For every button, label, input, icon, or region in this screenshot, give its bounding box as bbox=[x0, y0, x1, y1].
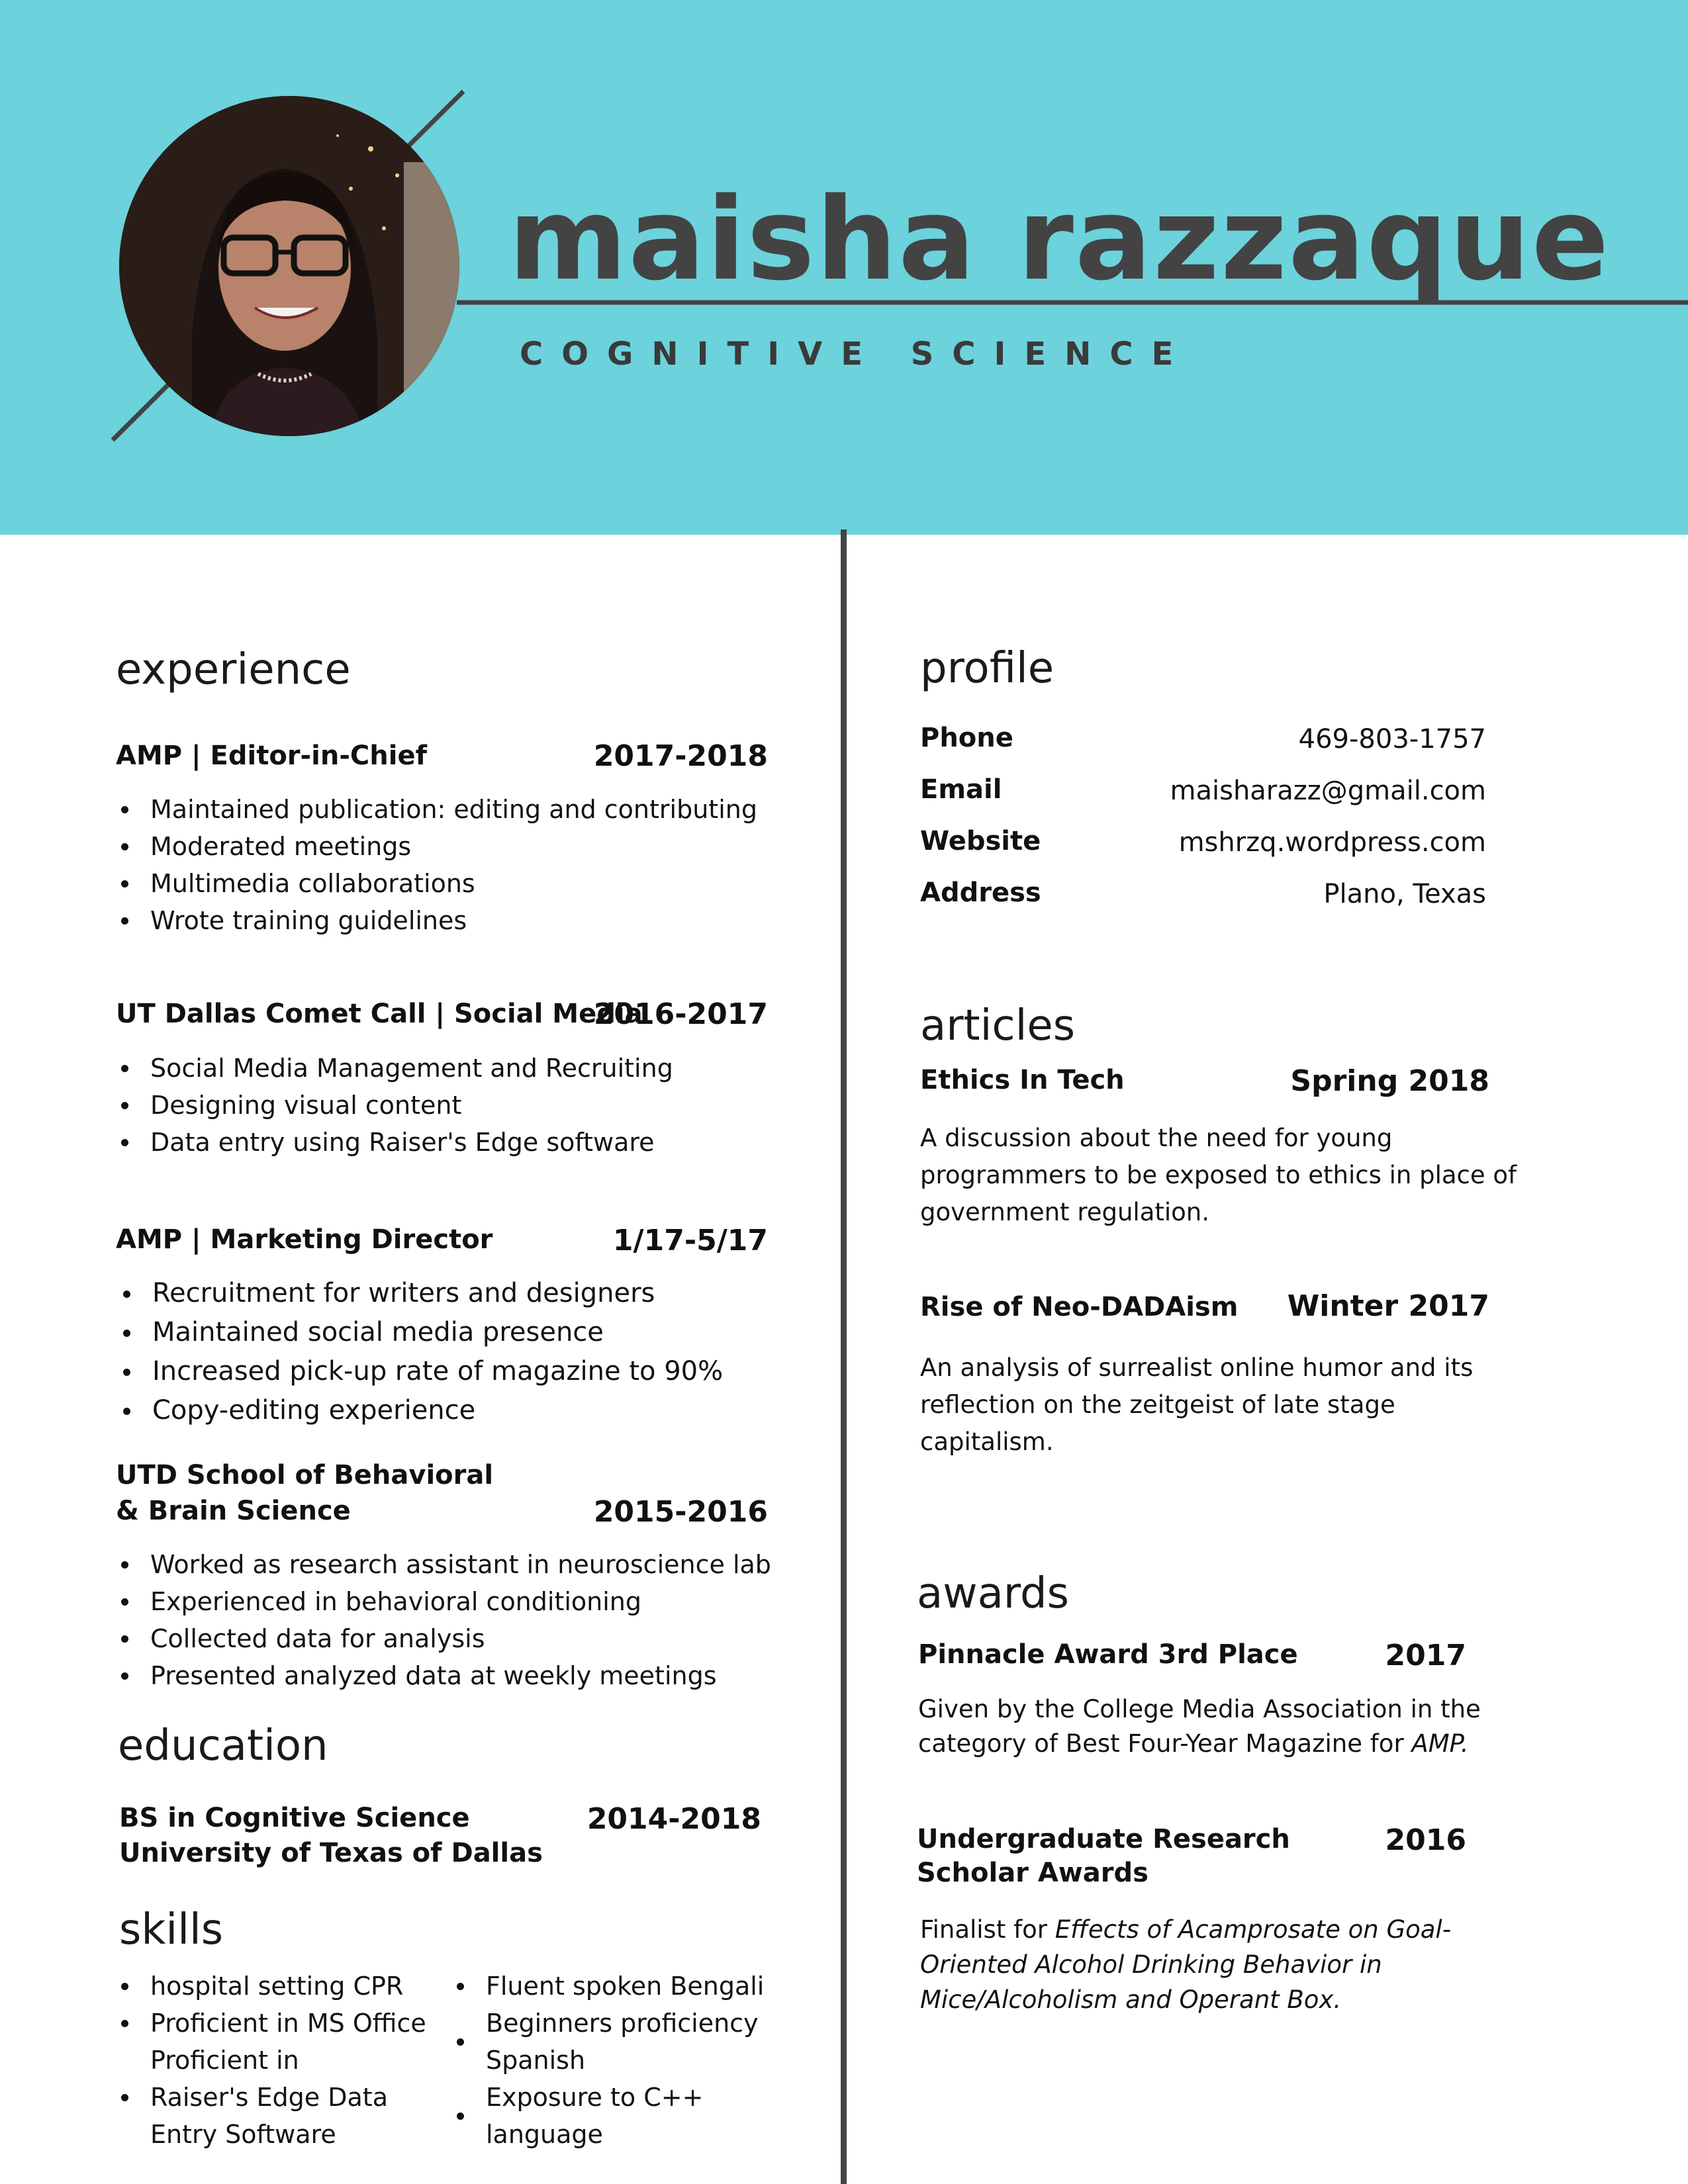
list-item: Presented analyzed data at weekly meetings bbox=[116, 1657, 771, 1694]
text-segment: Finalist for bbox=[920, 1915, 1055, 1944]
job-title: UT Dallas Comet Call | Social Media bbox=[116, 999, 643, 1029]
job-title-line-2: & Brain Science bbox=[116, 1496, 351, 1526]
list-item: Maintained publication: editing and contributing bbox=[116, 791, 757, 828]
list-item: Designing visual content bbox=[116, 1087, 673, 1124]
email-value: maisharazz@gmail.com bbox=[1170, 776, 1486, 806]
articles-heading: articles bbox=[920, 1001, 1076, 1050]
job-years: 2017-2018 bbox=[593, 739, 768, 773]
profile-heading: profile bbox=[920, 644, 1055, 693]
list-item: Multimedia collaborations bbox=[116, 865, 757, 902]
text-line: government regulation. bbox=[920, 1198, 1210, 1226]
text-segment: category of Best Four-Year Magazine for bbox=[918, 1729, 1412, 1758]
article-title: Rise of Neo-DADAism bbox=[920, 1292, 1239, 1322]
italic-text: Mice/Alcoholism and Operant Box. bbox=[920, 1985, 1342, 2014]
text-line: reflection on the zeitgeist of late stage bbox=[920, 1390, 1395, 1419]
job-title: AMP | Marketing Director bbox=[116, 1224, 493, 1255]
awards-heading: awards bbox=[917, 1569, 1069, 1618]
skills-list-left bbox=[116, 1968, 434, 2153]
email-label: Email bbox=[920, 774, 1002, 805]
phone-value: 469-803-1757 bbox=[1298, 724, 1486, 754]
award-title-line-1: Undergraduate Research bbox=[917, 1824, 1290, 1854]
job-bullet-list bbox=[116, 1546, 771, 1694]
award-title: Pinnacle Award 3rd Place bbox=[918, 1639, 1298, 1670]
list-item: Collected data for analysis bbox=[116, 1620, 771, 1657]
award-description bbox=[918, 1692, 1481, 1761]
degree-name: BS in Cognitive Science bbox=[119, 1803, 470, 1833]
text-line bbox=[918, 1727, 1481, 1761]
header-banner bbox=[0, 0, 1688, 535]
list-item: Worked as research assistant in neuroscience lab bbox=[116, 1546, 771, 1583]
list-item: Data entry using Raiser's Edge software bbox=[116, 1124, 673, 1161]
list-item: Beginners proficiency Spanish bbox=[451, 2005, 763, 2079]
list-item: Moderated meetings bbox=[116, 828, 757, 865]
job-years: 2015-2016 bbox=[593, 1495, 768, 1529]
list-item: hospital setting CPR bbox=[116, 1968, 434, 2005]
list-item: Experienced in behavioral conditioning bbox=[116, 1583, 771, 1620]
job-title: AMP | Editor-in-Chief bbox=[116, 741, 427, 771]
article-date: Spring 2018 bbox=[1290, 1064, 1489, 1098]
list-item: Copy-editing experience bbox=[118, 1391, 723, 1430]
experience-heading: experience bbox=[116, 645, 351, 694]
list-item: Proficient in Raiser's Edge Data Entry Software bbox=[116, 2042, 400, 2153]
profile-photo bbox=[119, 96, 459, 436]
job-years: 2016-2017 bbox=[593, 997, 768, 1031]
address-value: Plano, Texas bbox=[1323, 879, 1486, 909]
article-date: Winter 2017 bbox=[1287, 1289, 1489, 1323]
text-line: An analysis of surrealist online humor and its bbox=[920, 1353, 1474, 1382]
text-line: Given by the College Media Association in the bbox=[918, 1695, 1481, 1723]
school-name: University of Texas of Dallas bbox=[119, 1838, 543, 1868]
list-item: Fluent spoken Bengali bbox=[451, 1968, 769, 2005]
skills-heading: skills bbox=[119, 1905, 224, 1954]
list-item: Social Media Management and Recruiting bbox=[116, 1050, 673, 1087]
article-description bbox=[920, 1120, 1517, 1231]
award-year: 2016 bbox=[1385, 1823, 1466, 1857]
education-years: 2014-2018 bbox=[586, 1802, 761, 1836]
list-item: Recruitment for writers and designers bbox=[118, 1274, 723, 1313]
list-item: Maintained social media presence bbox=[118, 1313, 723, 1352]
field-of-study: COGNITIVE SCIENCE bbox=[520, 336, 1192, 373]
italic-text: AMP. bbox=[1411, 1729, 1469, 1758]
skills-list-right bbox=[451, 1968, 769, 2153]
list-item: Exposure to C++ language bbox=[451, 2079, 716, 2153]
text-line bbox=[920, 1982, 1451, 2017]
job-bullet-list bbox=[116, 791, 757, 939]
address-label: Address bbox=[920, 878, 1041, 908]
job-bullet-list bbox=[116, 1050, 673, 1161]
job-bullet-list bbox=[118, 1274, 723, 1430]
job-years: 1/17-5/17 bbox=[612, 1224, 768, 1257]
text-line: capitalism. bbox=[920, 1428, 1054, 1456]
text-line bbox=[920, 1912, 1451, 1947]
award-description bbox=[920, 1912, 1451, 2017]
text-line: A discussion about the need for young bbox=[920, 1124, 1393, 1152]
applicant-name: maisha razzaque bbox=[508, 173, 1611, 306]
award-title-line-2: Scholar Awards bbox=[917, 1858, 1149, 1888]
phone-label: Phone bbox=[920, 723, 1013, 753]
list-item: Wrote training guidelines bbox=[116, 902, 757, 939]
education-heading: education bbox=[118, 1721, 328, 1770]
job-title-line-1: UTD School of Behavioral bbox=[116, 1460, 494, 1490]
article-description bbox=[920, 1349, 1473, 1461]
award-year: 2017 bbox=[1385, 1639, 1466, 1672]
italic-text: Effects of Acamprosate on Goal- bbox=[1055, 1915, 1452, 1944]
column-divider bbox=[841, 529, 847, 2184]
website-label: Website bbox=[920, 826, 1041, 856]
list-item: Increased pick-up rate of magazine to 90% bbox=[118, 1352, 723, 1391]
article-title: Ethics In Tech bbox=[920, 1065, 1125, 1095]
website-value: mshrzq.wordpress.com bbox=[1178, 827, 1486, 858]
list-item: Proficient in MS Office bbox=[116, 2005, 434, 2042]
italic-text: Oriented Alcohol Drinking Behavior in bbox=[920, 1950, 1382, 1979]
text-line: programmers to be exposed to ethics in place of bbox=[920, 1161, 1517, 1189]
text-line bbox=[920, 1947, 1451, 1982]
